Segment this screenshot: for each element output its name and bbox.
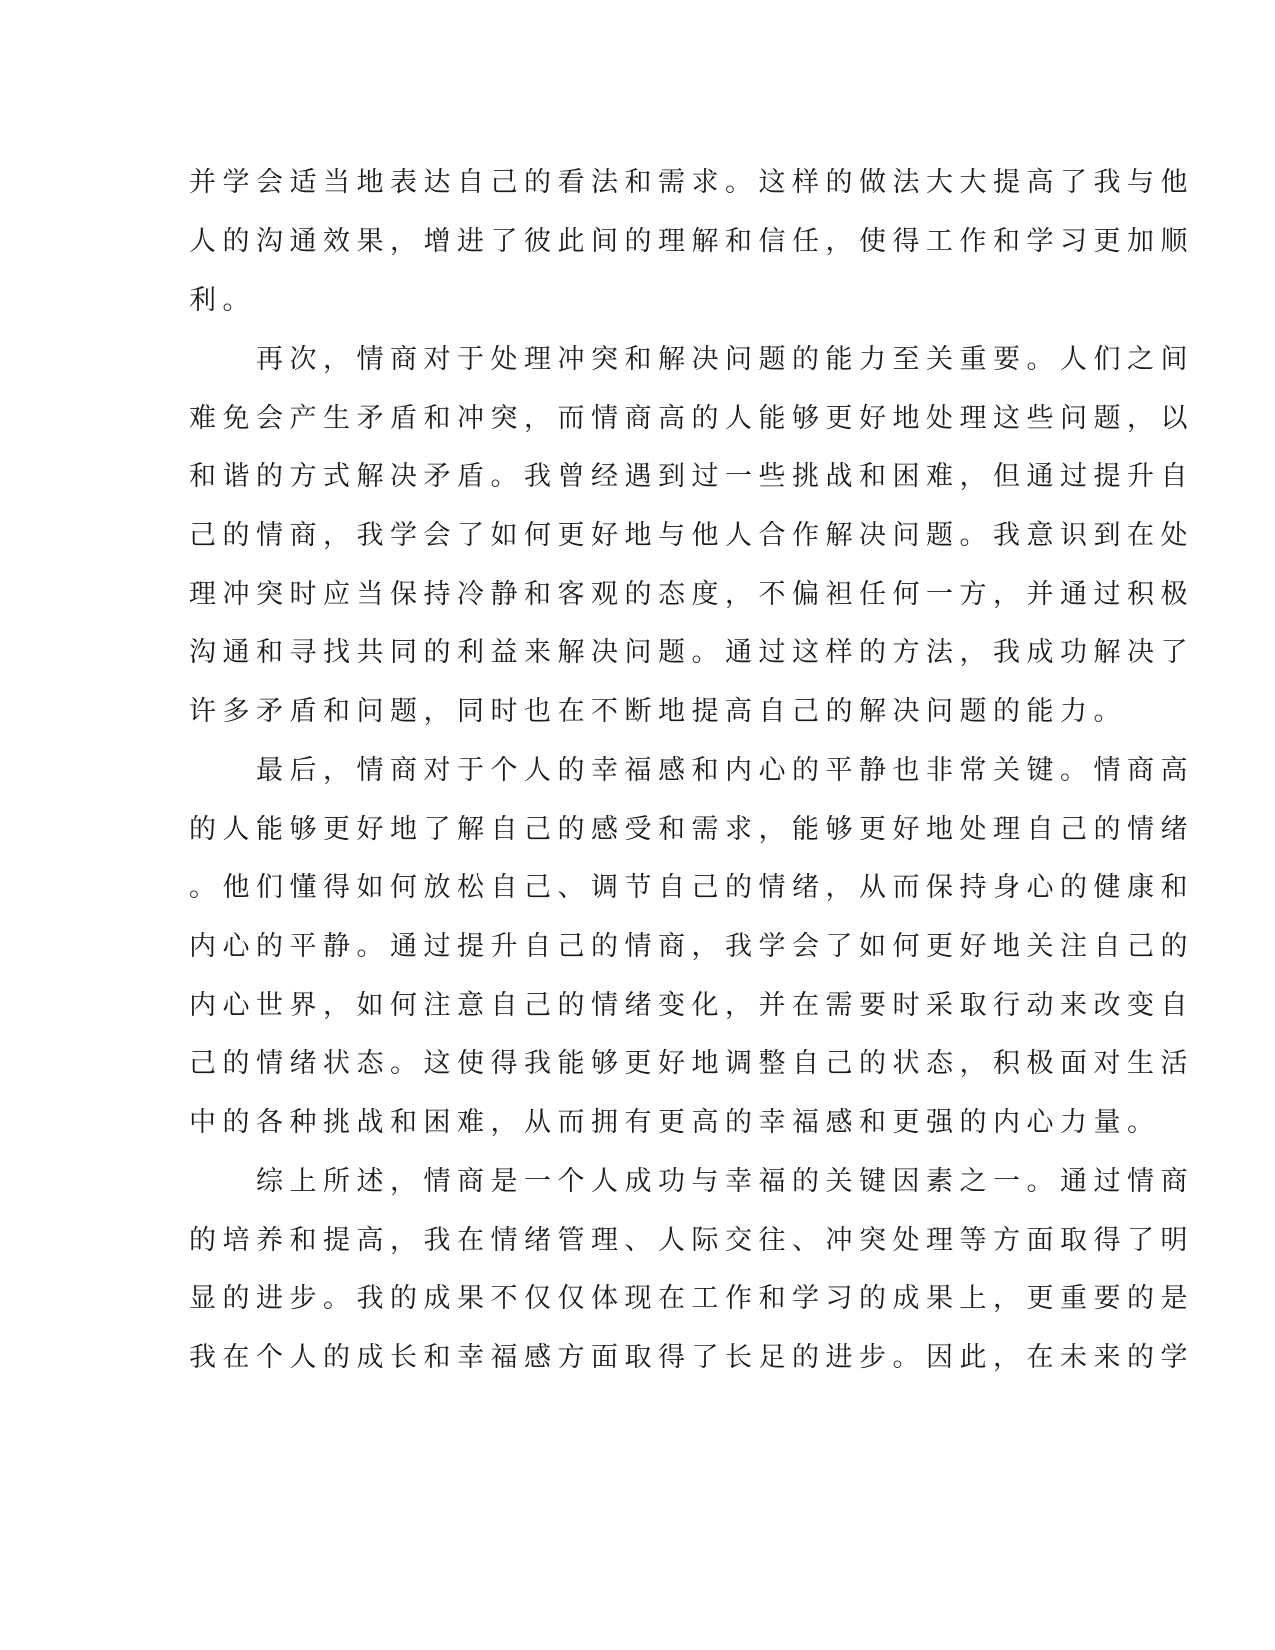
text-line: 最后，情商对于个人的幸福感和内心的平静也非常关键。情商高 xyxy=(189,755,1194,786)
text-line: 综上所述，情商是一个人成功与幸福的关键因素之一。通过情商 xyxy=(189,1166,1194,1197)
text-line: 己的情商，我学会了如何更好地与他人合作解决问题。我意识到在处 xyxy=(189,520,1194,551)
text-line: 和谐的方式解决矛盾。我曾经遇到过一些挑战和困难，但通过提升自 xyxy=(189,461,1194,492)
text-line: 的培养和提高，我在情绪管理、人际交往、冲突处理等方面取得了明 xyxy=(189,1225,1194,1256)
text-line: 显的进步。我的成果不仅仅体现在工作和学习的成果上，更重要的是 xyxy=(189,1283,1194,1314)
text-line: 并学会适当地表达自己的看法和需求。这样的做法大大提高了我与他 xyxy=(189,167,1194,198)
text-line: 内心世界，如何注意自己的情绪变化，并在需要时采取行动来改变自 xyxy=(189,990,1194,1021)
text-line: 内心的平静。通过提升自己的情商，我学会了如何更好地关注自己的 xyxy=(189,931,1194,962)
text-line: 中的各种挑战和困难，从而拥有更高的幸福感和更强的内心力量。 xyxy=(189,1107,1161,1138)
text-line: 利。 xyxy=(189,285,256,316)
text-line: 我在个人的成长和幸福感方面取得了长足的进步。因此，在未来的学 xyxy=(189,1342,1194,1373)
text-line: 沟通和寻找共同的利益来解决问题。通过这样的方法，我成功解决了 xyxy=(189,637,1194,668)
text-line: 再次，情商对于处理冲突和解决问题的能力至关重要。人们之间 xyxy=(189,344,1194,375)
text-line: 人的沟通效果，增进了彼此间的理解和信任，使得工作和学习更加顺 xyxy=(189,226,1194,257)
text-line: 许多矛盾和问题，同时也在不断地提高自己的解决问题的能力。 xyxy=(189,696,1127,727)
text-line: 己的情绪状态。这使得我能够更好地调整自己的状态，积极面对生活 xyxy=(189,1048,1194,1079)
text-line: 。他们懂得如何放松自己、调节自己的情绪，从而保持身心的健康和 xyxy=(189,872,1194,903)
text-line: 难免会产生矛盾和冲突，而情商高的人能够更好地处理这些问题，以 xyxy=(189,403,1194,434)
text-line: 的人能够更好地了解自己的感受和需求，能够更好地处理自己的情绪 xyxy=(189,814,1194,845)
text-line: 理冲突时应当保持冷静和客观的态度，不偏袒任何一方，并通过积极 xyxy=(189,579,1194,610)
